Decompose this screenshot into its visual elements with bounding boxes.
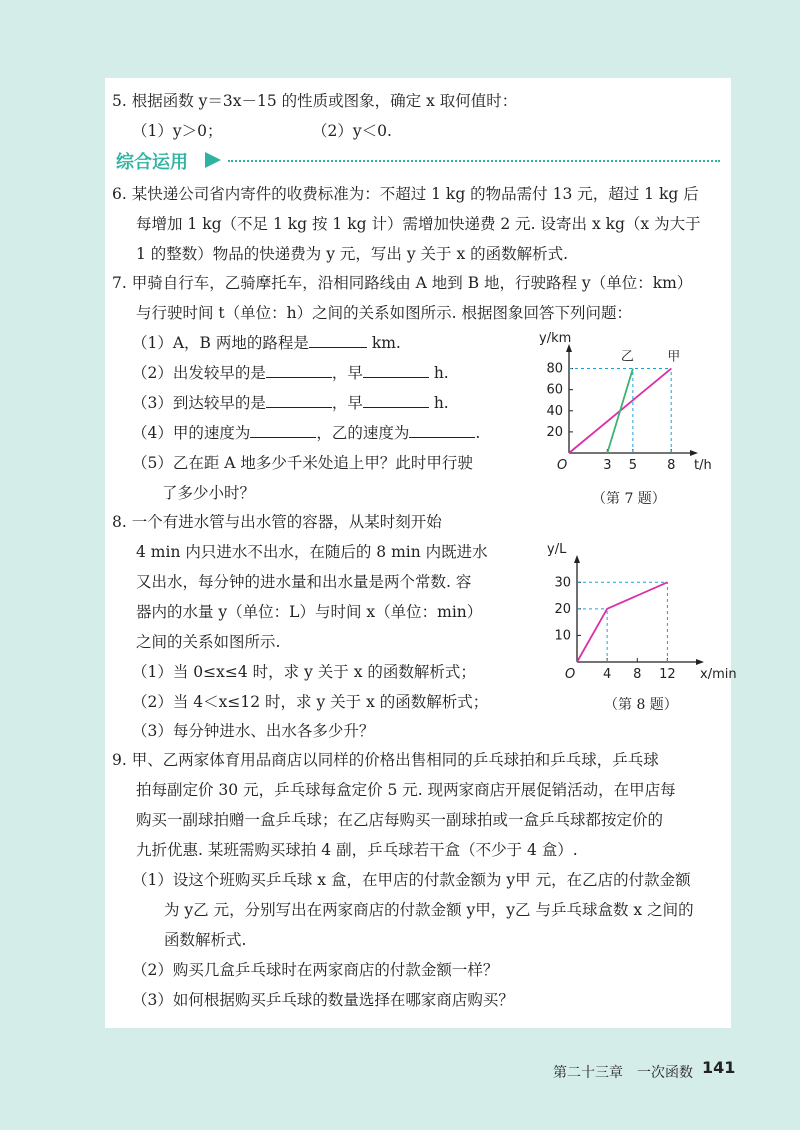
q9-stem-3: 购买一副球拍赠一盒乒乓球；在乙店每购买一副球拍或一盒乒乓球都按定价的 [136,811,664,829]
x-tick-label: 5 [628,458,638,473]
series-label: 乙 [620,349,634,365]
y-axis-label: y/L [547,542,567,557]
y-tick-label: 10 [554,628,571,644]
section-arrow-icon [205,152,221,168]
y-tick-label: 20 [546,424,563,440]
x-tick-label: 3 [603,458,612,473]
q9-stem-1: 9. 甲、乙两家体育用品商店以同样的价格出售相同的乒乓球拍和乒乓球，乒乓球 [112,751,659,769]
y-tick-label: 80 [546,361,563,377]
chart-q7 [536,330,716,480]
x-axis-label: t/h [694,458,712,473]
chart-q8 [536,530,737,685]
q7-part4-end: . [475,424,481,442]
section-title: 综合运用 [116,152,188,173]
y-tick-label: 40 [546,403,563,419]
q5-part1: （1）y＞0； [132,122,223,140]
footer-chapter: 第二十三章 一次函数 [553,1065,693,1081]
q7-part1 [132,333,401,353]
y-axis-label: y/km [539,331,572,346]
q9-part2: （2）购买几盒乒乓球时在两家商店的付款金额一样？ [132,961,499,979]
q7-part3 [132,393,449,413]
series-line-1 [577,582,667,662]
q9-part3: （3）如何根据购买乒乓球的数量选择在哪家商店购买？ [132,991,514,1009]
q5-part2: （2）y＜0. [312,122,392,140]
q7-part3-unit: h. [433,394,449,412]
q7-part4-mid: ，乙的速度为 [316,424,410,442]
x-axis-label: x/min [700,667,737,682]
answer-blank [409,423,475,438]
section-divider [228,160,720,162]
x-axis-arrow-icon [696,659,704,665]
answer-blank [309,333,367,348]
q7-caption: （第 7 题） [592,491,666,507]
x-tick-label: 4 [602,667,612,682]
q6-line-2: 每增加 1 kg（不足 1 kg 按 1 kg 计）需增加快递费 2 元. 设寄出 x kg（x 为大于 [136,215,701,233]
q7-stem-2: 与行驶时间 t（单位：h）之间的关系如图所示. 根据图象回答下列问题： [136,304,632,322]
q7-part3-text: （3）到达较早的是 [132,394,266,412]
y-tick-label: 60 [546,382,563,398]
origin-label: O [565,667,576,682]
q7-part2-mid: ，早 [331,364,363,382]
q7-stem-1: 7. 甲骑自行车，乙骑摩托车，沿相同路线由 A 地到 B 地，行驶路程 y（单位：km） [112,274,693,292]
q5-stem: 5. 根据函数 y＝3x－15 的性质或图象，确定 x 取何值时： [112,92,518,110]
q6-line-1: 6. 某快递公司省内寄件的收费标准为：不超过 1 kg 的物品需付 13 元，超过 1 kg 后 [112,185,699,203]
answer-blank [363,363,429,378]
q8-stem-4: 器内的水量 y（单位：L）与时间 x（单位：min） [136,603,483,621]
q8-stem-2: 4 min 内只进水不出水，在随后的 8 min 内既进水 [136,543,488,561]
page-number: 141 [702,1058,736,1077]
q7-part1-unit: km. [371,334,401,352]
q7-part4-text: （4）甲的速度为 [132,424,251,442]
y-tick-label: 30 [554,575,571,591]
series-label: 甲 [667,349,681,365]
q8-part1: （1）当 0≤x≤4 时，求 y 关于 x 的函数解析式； [132,663,476,681]
q7-part3-mid: ，早 [331,394,363,412]
q8-caption: （第 8 题） [604,697,678,713]
x-axis-arrow-icon [690,450,698,456]
q9-part1-line-2: 为 y乙 元，分别写出在两家商店的付款金额 y甲，y乙 与乒乓球盒数 x 之间的 [164,901,694,919]
answer-blank [266,363,332,378]
q7-part1-text: （1）A，B 两地的路程是 [132,334,309,352]
q7-part2 [132,363,449,383]
q7-part2-text: （2）出发较早的是 [132,364,266,382]
x-tick-label: 8 [633,667,642,682]
y-axis-arrow-icon [574,555,580,563]
q8-part2: （2）当 4＜x≤12 时，求 y 关于 x 的函数解析式； [132,693,489,711]
answer-blank [363,393,429,408]
q7-part2-unit: h. [433,364,449,382]
q9-stem-4: 九折优惠. 某班需购买球拍 4 副，乒乓球若干盒（不少于 4 盒）. [136,841,578,859]
q9-part1-line-3: 函数解析式. [164,931,247,949]
q7-part4 [132,423,480,443]
answer-blank [266,393,332,408]
q8-stem-5: 之间的关系如图所示. [136,633,281,651]
q8-part3: （3）每分钟进水、出水各多少升？ [132,722,375,740]
origin-label: O [557,458,568,473]
q8-stem-3: 又出水，每分钟的进水量和出水量是两个常数. 容 [136,573,472,591]
q9-stem-2: 拍每副定价 30 元，乒乓球每盒定价 5 元. 现两家商店开展促销活动，在甲店每 [136,781,676,799]
q6-line-3: 1 的整数）物品的快递费为 y 元，写出 y 关于 x 的函数解析式. [136,245,569,263]
q7-part5-line-2: 了多少小时？ [162,484,256,502]
q9-part1-line-1: （1）设这个班购买乒乓球 x 盒，在甲店的付款金额为 y甲 元，在乙店的付款金额 [132,871,691,889]
q8-stem-1: 8. 一个有进水管与出水管的容器，从某时刻开始 [112,513,442,531]
x-tick-label: 12 [659,667,676,682]
answer-blank [250,423,316,438]
y-tick-label: 20 [554,601,571,617]
q7-part5-line-1: （5）乙在距 A 地多少千米处追上甲？此时甲行驶 [132,454,473,472]
x-tick-label: 8 [667,458,676,473]
series-line-2 [607,369,633,453]
